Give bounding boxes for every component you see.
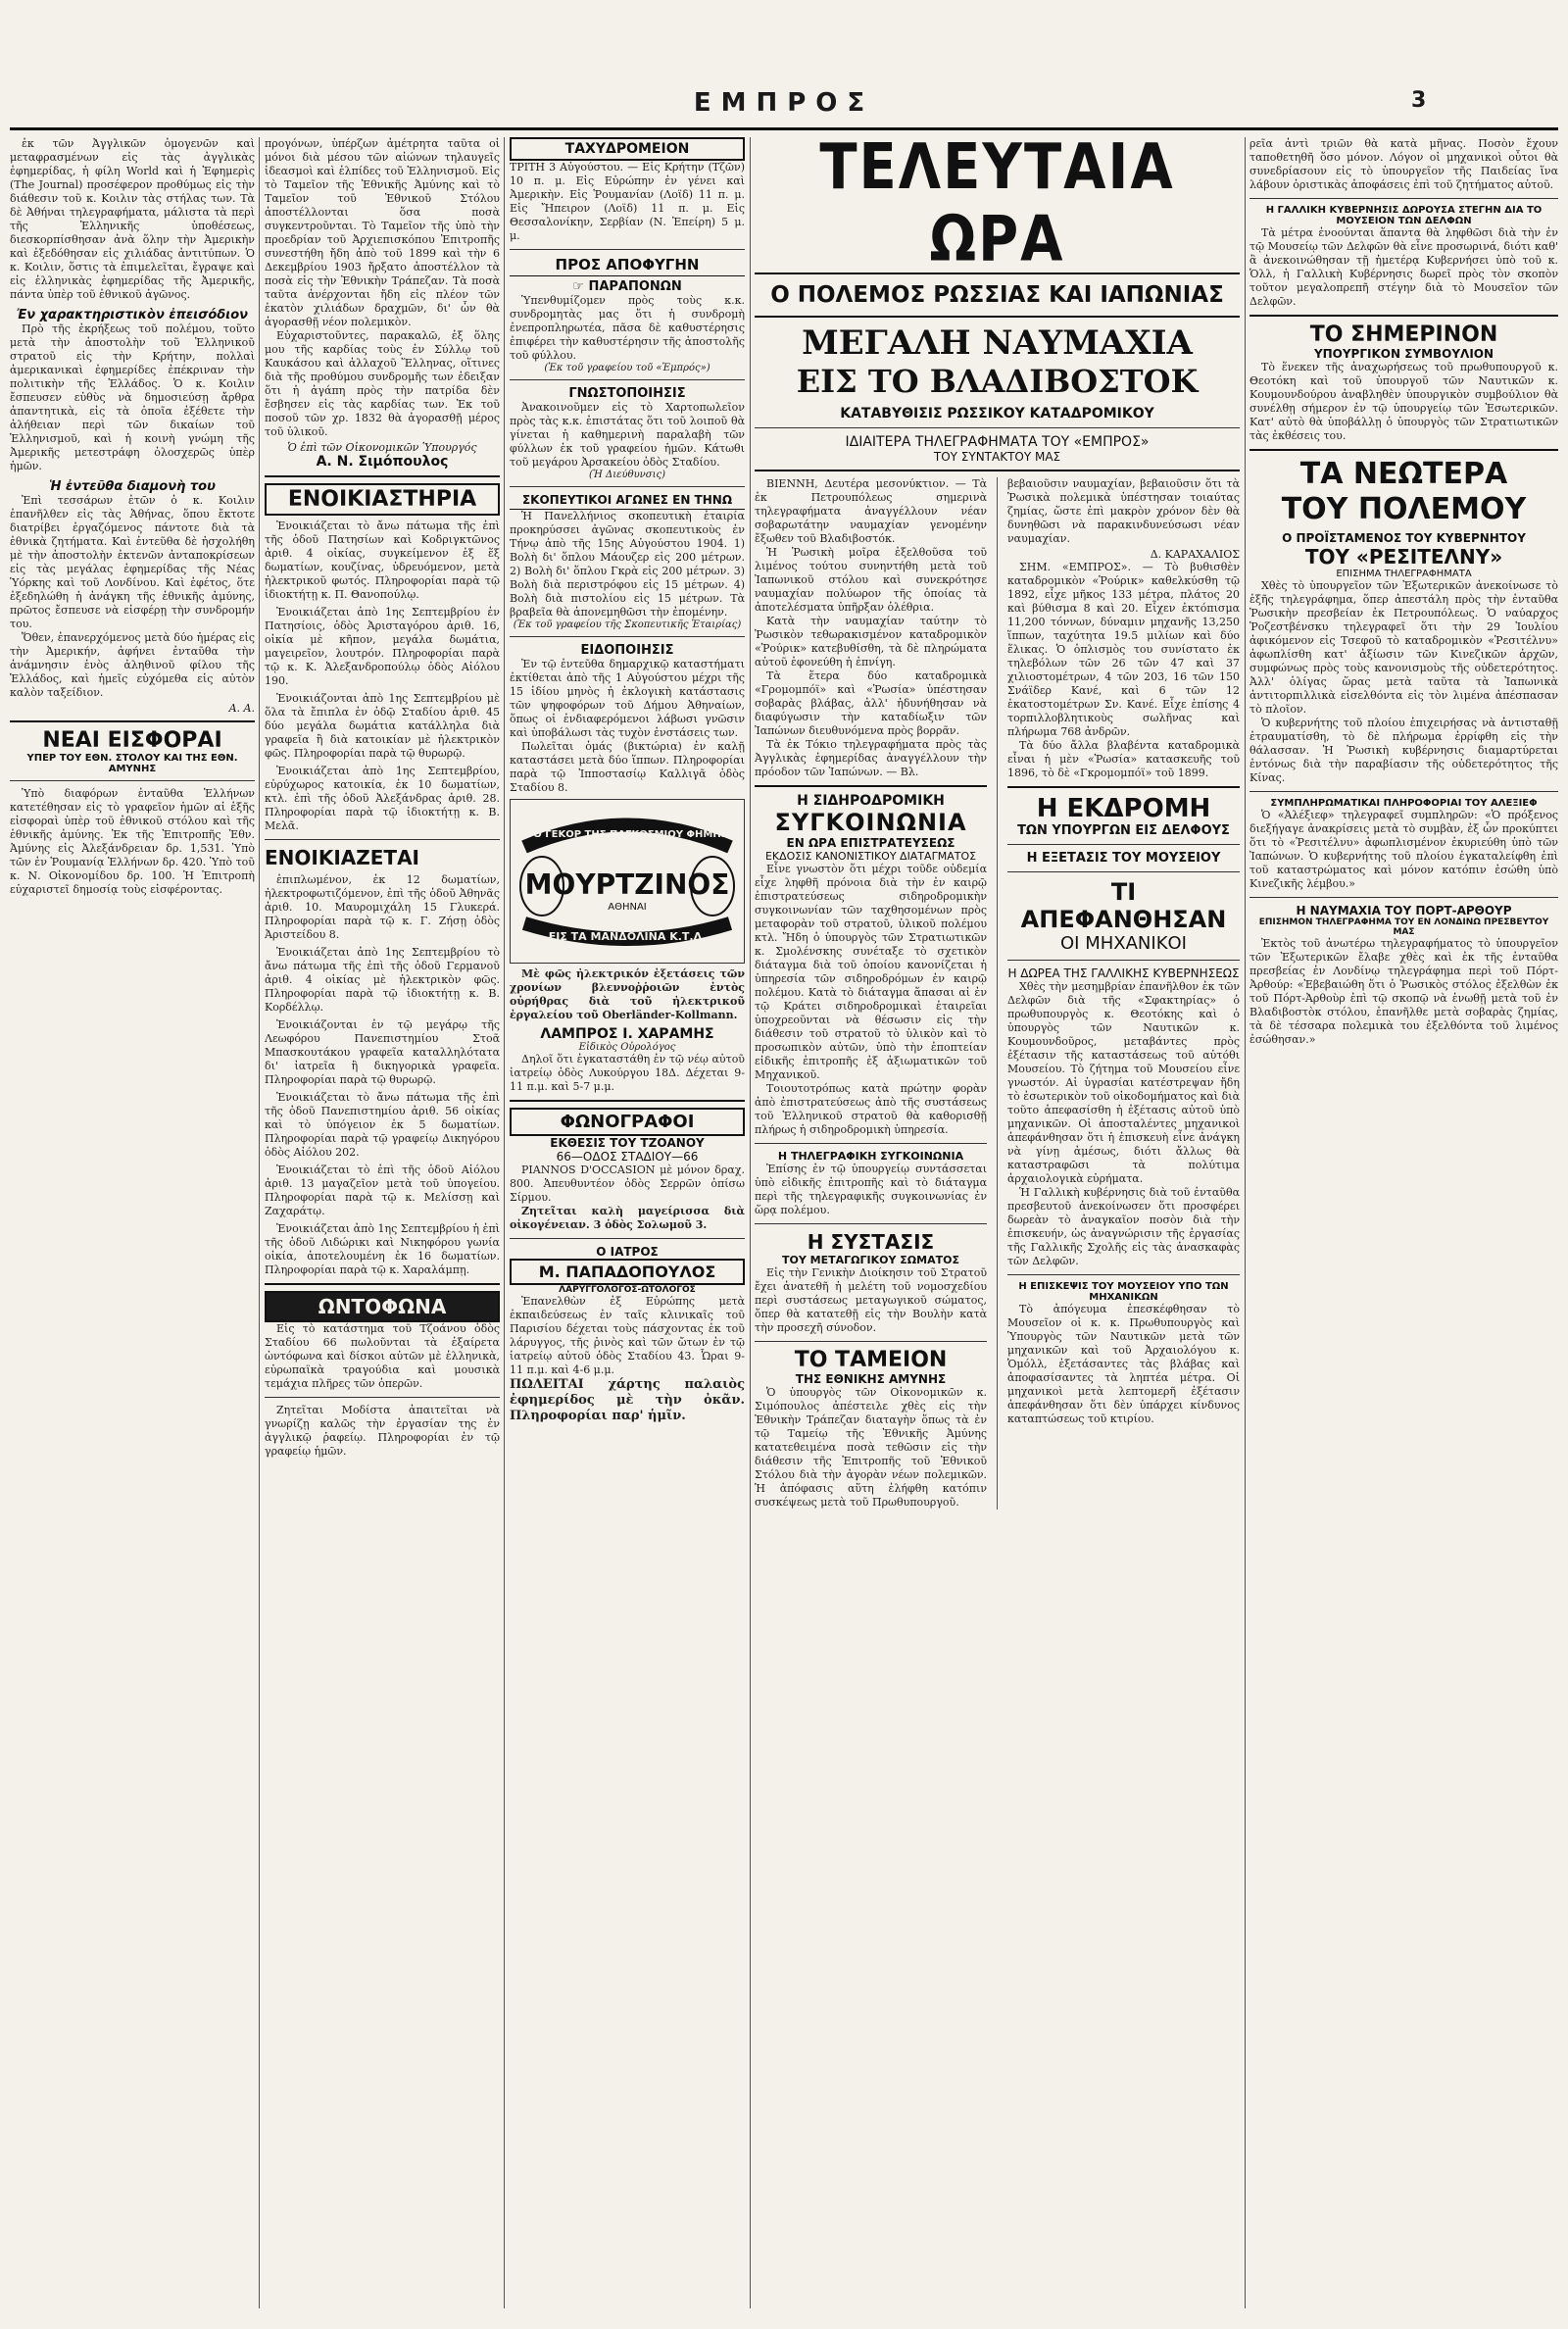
doctor-name: Μ. ΠΑΠΑΔΟΠΟΥΛΟΣ [510, 1259, 745, 1285]
article-text: Ἡ Γαλλικὴ κυβέρνησις διὰ τοῦ ἐνταῦθα πρεσβευτοῦ ἀνεκοίνωσεν ὅτι προσφέρει δωρεὰν τὸ ἀναγκαῖον ποσὸν διὰ τὴν ἐπισκευήν, ὡς ἀναγνώρισιν τῆς ἐργασίας τῆς Γαλλικῆς Σχολῆς εἰς τὰς ἀνασκαφὰς τῶν Δελφῶν. [1007, 1186, 1240, 1267]
classified-ad: Ἐνοικιάζεται τὸ ἄνω πάτωμα τῆς ἐπὶ τῆς ὁδοῦ Πανεπιστημίου ἀριθ. 56 οἰκίας καὶ τὸ ὑπόγειον ἐκ 5 δωματίων. Πληροφορίαι παρὰ τῷ γραφείῳ Δικηγόρου ὁδὸς Αἰόλου 202. [265, 1091, 500, 1159]
lead-headline-4: ΚΑΤΑΒΥΘΙΣΙΣ ΡΩΣΣΙΚΟΥ ΚΑΤΑΔΡΟΜΙΚΟΥ [840, 406, 1154, 421]
section-heading: ΣΥΓΚΟΙΝΩΝΙΑ [774, 809, 967, 836]
divider [1007, 1274, 1240, 1275]
article-signature: Α. Α. [228, 702, 255, 715]
divider [10, 780, 255, 781]
article-text: Κατὰ τὴν ναυμαχίαν ταύτην τὸ Ῥωσικὸν τεθωρακισμένον καταδρομικὸν «Ῥούρικ» κατεβυθίσθη, τὰ δὲ πληρώματα αὐτοῦ ἐφονεύθη ἡ ἐπνίγη. [755, 615, 988, 669]
section-heading: ΣΚΟΠΕΥΤΙΚΟΙ ΑΓΩΝΕΣ ΕΝ ΤΗΝΩ [510, 493, 745, 510]
lead-subtitle: Ο ΠΟΛΕΜΟΣ ΡΩΣΣΙΑΣ ΚΑΙ ΙΑΠΩΝΙΑΣ [770, 282, 1224, 308]
article-text: Εἰς τὴν Γενικὴν Διοίκησιν τοῦ Στρατοῦ ἔχει ἀνατεθῆ ἡ μελέτη τοῦ νομοσχεδίου περὶ συστάσεως μεταγωγικοῦ σώματος, ὅπερ θὰ κατατεθῇ εἰς τὴν Βουλὴν κατὰ τὴν προσεχῆ σύνοδον. [755, 1266, 988, 1334]
article-text: Ἐκτὸς τοῦ ἀνωτέρω τηλεγραφήματος τὸ ὑπουργεῖον τῶν Ἐξωτερικῶν ἔλαβε χθὲς καὶ ἐκ τῆς ἐνταῦθα πρεσβείας ἐν Λονδίνῳ τηλεγράφημα περὶ τοῦ Πόρτ-Ἀρθούρ: «Ἐβεβαιώθη ὅτι ὁ Ῥωσικὸς στόλος ἐξελθὼν ἐκ τοῦ Πόρτ-Ἀρθοὺρ ἐπὶ τῷ σκοπῷ νὰ ἑνωθῇ μετὰ τοῦ ἐν Βλαδιβοστὸκ στόλου, ἐπανῆλθε μετὰ σοβαρὰς ζημίας, τὰ δὲ τέσσαρα πολεμικὰ του ἐξελθόντα τοῦ λιμένος ἐσώθησαν.» [1250, 937, 1558, 1046]
column-divider [1245, 137, 1246, 2308]
pointing-hand-icon: ☞ [572, 279, 584, 294]
article-text: Μὲ φῶς ἠλεκτρικόν ἐξετάσεις τῶν χρονίων βλεννοῤῥοιῶν ἐντὸς οὐρήθρας διὰ τοῦ ἠλεκτρικοῦ ἐργαλείου τοῦ Oberländer-Kollmann. [510, 967, 745, 1021]
section-heading: ΠΡΟΣ ΑΠΟΦΥΓΗΝ [510, 256, 745, 276]
divider [1007, 786, 1240, 788]
classified-ad: Ἐνοικιάζεται ἀπὸ 1ης Σεπτεμβρίου τὸ ἄνω πάτωμα τῆς ἐπὶ τῆς ὁδοῦ Γερμανοῦ ἀριθ. 4 οἰκίας μὲ ἠλεκτρικὸν φῶς. Πληροφορίαι παρὰ τῷ ἰδιοκτήτῃ κ. Β. Κορδέλλῳ. [265, 946, 500, 1014]
section-subheading: Η ΔΩΡΕΑ ΤΗΣ ΓΑΛΛΙΚΗΣ ΚΥΒΕΡΝΗΣΕΩΣ [1007, 966, 1240, 980]
section-subheading: ΕΚΘΕΣΙΣ ΤΟΥ ΤΖΟΑΝΟΥ [550, 1136, 705, 1150]
section-subheading: ΤΟΥ «ΡΕΣΙΤΕΛΝΥ» [1304, 545, 1503, 569]
column-divider [504, 137, 505, 2308]
divider [10, 720, 255, 722]
article-text: Ἐπὶ τεσσάρων ἐτῶν ὁ κ. Κοιλιν ἐπανῆλθεν εἰς τὰς Ἀθήνας, ὅπου ἔκτοτε διατρίβει ἐργαζόμενος πάντοτε διὰ τὰ ἐθνικὰ ζητήματα. Καὶ ἐντεῦθα δὲ ἠσχολήθη μὲ τὴν ἀποστολὴν ἐκτενῶν ἀνταποκρίσεων εἰς τὰς μεγάλας ἐφημερίδας τῆς Νέας Ὑόρκης καὶ τοῦ Λονδίνου. Καὶ ἐφέτος, ὅτε ἐξεδηλώθη ἡ ἀνάγκη τῆς ἐθνικῆς ἀμύνης, πρῶτος ἔσπευσε νὰ εἰσφέρῃ τὴν συνδρομήν του. [10, 494, 255, 630]
masthead [0, 84, 1568, 124]
article-text: Ἐπίσης ἐν τῷ ὑπουργείῳ συντάσσεται ὑπὸ εἰδικῆς ἐπιτροπῆς καὶ τὸ διάταγμα περὶ τῆς τηλεγραφικῆς συγκοινωνίας ἐν ὥρᾳ πολέμου. [755, 1163, 988, 1216]
article-note: (Ἐκ τοῦ γραφείου τοῦ «Ἐμπρός») [544, 363, 710, 373]
signature-title: Ὁ ἐπὶ τῶν Οἰκονομικῶν Ὑπουργός [287, 441, 477, 454]
column-divider [997, 477, 998, 1510]
article-text: Τοιουτοτρόπως κατὰ πρώτην φορὰν ἀπὸ ἐπιστρατεύσεως ἀπὸ τῆς συστάσεως τοῦ Ἑλληνικοῦ στρατοῦ θὰ καθορισθῇ πλήρως ἡ σιδηροδρομικὴ ὑπηρεσία. [755, 1082, 988, 1136]
lead-source: ΙΔΙΑΙΤΕΡΑ ΤΗΛΕΓΡΑΦΗΜΑΤΑ ΤΟΥ «ΕΜΠΡΟΣ» [845, 434, 1150, 450]
section-heading: ΕΝΟΙΚΙΑΣΤΗΡΙΑ [265, 483, 500, 516]
mandolin-advertisement [510, 799, 745, 964]
section-heading: Ἡ ἐντεῦθα διαμονὴ του [49, 479, 216, 494]
column-2 [265, 137, 500, 2308]
divider [1250, 198, 1558, 199]
section-heading: Η ΣΥΣΤΑΣΙΣ [807, 1230, 935, 1254]
classified-ad: Ἐνοικιάζονται ἀπὸ 1ης Σεπτεμβρίου μὲ ὅλα τὰ ἔπιπλα ἐν ὁδῷ Σταδίου ἀριθ. 45 δύο μεγάλα δωμάτια κατάλληλα διὰ γραφεῖα ἢ διὰ κατοικίαν μὲ ἠλεκτρικὸν φῶς. Πληροφορίαι παρὰ τῷ θυρωρῷ. [265, 692, 500, 760]
article-text: Τὰ μέτρα ἐνοούνται ἅπαντα θὰ ληφθῶσι διὰ τὴν ἐν τῷ Μουσείῳ τῶν Δελφῶν θὰ εἶνε προσωρινά, διότι καθ' ἃ ἀνεκοινώθησαν τῇ ἡμετέρᾳ Κυβερνήσει ὑπὸ τοῦ κ. Ὁλλ, ἡ Γαλλικὴ Κυβέρνησις δωρεῖ πρὸς τὸν σκοπὸν τοῦτον μεγαλοπρεπῆ στέγην διὰ τὸ Μουσεῖον τῶν Δελφῶν. [1250, 226, 1558, 308]
divider [510, 379, 745, 380]
lead-story [755, 477, 1240, 1510]
lead-story-left [755, 477, 987, 1510]
article-text: Πρὸ τῆς ἐκρήξεως τοῦ πολέμου, τοῦτο μετὰ τὴν ἀποστολὴν τοῦ Ἑλληνικοῦ στρατοῦ εἰς τὴν Κρήτην, πολλαὶ ἀμερικανικαὶ ἐφημερίδες ἐπέκριναν τὴν πολιτικὴν τῆς Ἑλλάδος. Ὁ κ. Κοιλιν ἔσπευσεν εὐθὺς νὰ δημοσιεύσῃ ἄρθρα ἀπαντητικὰ, εἰς τὰ ὁποῖα ἐξέθετε τὴν ἀλήθειαν περὶ τῶν δικαίων τοῦ Ἑλληνισμοῦ, καὶ ἡ κοινὴ γνώμη τῆς Ἀμερικῆς μετεστράφη ὁλοσχερῶς ὑπὲρ ἡμῶν. [10, 322, 255, 472]
lead-headline: ΤΕΛΕΥΤΑΙΑ ΩΡΑ [819, 137, 1175, 276]
article-text: Ἡ Ῥωσικὴ μοῖρα ἐξελθοῦσα τοῦ λιμένος τούτου συνηντήθη μετὰ τοῦ Ἰαπωνικοῦ στόλου καὶ συνεκρότησε ναυμαχίαν πολύωρον τῆς ὁποίας τὰ ἀποτελέσματα ὑπῆρξαν ὀλέθρια. [755, 546, 988, 614]
article-text: Τὸ ἕνεκεν τῆς ἀναχωρήσεως τοῦ πρωθυπουργοῦ κ. Θεοτόκη καὶ τοῦ ὑπουργοῦ τῶν Ναυτικῶν κ. Κουμουνδούρου ἀναβληθὲν ὑπουργικὸν συμβούλιον θὰ συνέλθῃ σήμερον ἐν τῷ ὑπουργείῳ τῶν Ἐσωτερικῶν. Κατ' αὐτὸ θὰ ὑποβάλλῃ ὁ ὑπουργὸς τῶν Στρατιωτικῶν τὰς ἐκθέσεις του. [1250, 361, 1558, 442]
section-subheading: ΥΠΟΥΡΓΙΚΟΝ ΣΥΜΒΟΥΛΙΟΝ [1313, 347, 1494, 361]
section-heading: ΤΑ ΝΕΩΤΕΡΑ [1299, 457, 1508, 491]
section-subheading: Ο ΠΡΟΪΣΤΑΜΕΝΟΣ ΤΟΥ ΚΥΒΕΡΝΗΤΟΥ [1282, 531, 1526, 545]
section-subheading: ΤΩΝ ΥΠΟΥΡΓΩΝ ΕΙΣ ΔΕΛΦΟΥΣ [1017, 823, 1230, 838]
article-note: (Ἐκ τοῦ γραφείου τῆς Σκοπευτικῆς Ἑταιρίας) [513, 619, 742, 630]
divider [1250, 791, 1558, 792]
article-text: Ἐπανελθὼν ἐξ Εὐρώπης μετὰ ἐκπαιδεύσεως ἐν ταῖς κλινικαῖς τοῦ Παρισίου δέχεται τοὺς πάσχοντας ἐκ τοῦ λάρυγγος, τῆς ῥινὸς καὶ τῶν ὤτων ἐν τῷ ἰατρείῳ αὐτοῦ ὁδὸς Σταδίου 43. Ὧραι 9-11 π.μ. καὶ 4-6 μ.μ. [510, 1295, 745, 1376]
section-heading: Η ΣΙΔΗΡΟΔΡΟΜΙΚΗ [797, 793, 945, 809]
classified-list [265, 520, 500, 833]
lead-source-sub: ΤΟΥ ΣΥΝΤΑΚΤΟΥ ΜΑΣ [933, 450, 1061, 464]
section-subheading: ΤΗΣ ΕΘΝΙΚΗΣ ΑΜΥΝΗΣ [795, 1372, 947, 1386]
mandolin-banner-graphic [514, 808, 740, 955]
section-heading: ΩΝΤΟΦΩΝΑ [265, 1291, 500, 1322]
column-divider [259, 137, 260, 2308]
column-divider [750, 137, 751, 2308]
divider [510, 636, 745, 637]
article-text: ΒΙΕΝΝΗ, Δευτέρα μεσονύκτιον. — Τὰ ἐκ Πετρουπόλεως σημερινὰ τηλεγραφήματα ἀναγγέλλουν νέαν σοβαρωτάτην ναυμαχίαν γενομένην ἔξωθεν τοῦ Βλαδιβοστόκ. [755, 477, 988, 545]
divider [510, 486, 745, 487]
article-text: βεβαιοῦσιν ναυμαχίαν, βεβαιοῦσιν ὅτι τὰ Ῥωσικὰ πολεμικὰ ὑπέστησαν τοιαύτας ζημίας, ὥστε ἐπὶ μακρὸν χρόνον δὲν θὰ δυνηθῶσι νὰ παρακινδυνεύσωσι νέαν ναυμαχίαν. [1007, 477, 1240, 545]
article-text: ΤΡΙΤΗ 3 Αὐγούστου. — Εἰς Κρήτην (Τζῶν) 10 π. μ. Εἰς Εὐρώπην ἐν γένει καὶ Ἀμερικὴν. Εἰς Ῥουμανίαν (Λοϊδ) 11 π. μ. Εἰς Ἤπειρον (Λοϊδ) 11 π. μ. Εἰς Θεσσαλονίκην, Σερβίαν (Ν. Ἐπείρη) 5 μ. μ. [510, 161, 745, 242]
classified-ad: ἐπιπλωμένον, ἐκ 12 δωματίων, ἠλεκτροφωτιζόμενον, ἐπὶ τῆς ὁδοῦ Ἀθηνᾶς ἀριθ. 10. Μαυρομιχάλη 15 Γλυκερά. Πληροφορίαι παρὰ τῷ κ. Γ. Ζήσῃ ὁδὸς Ἀριστείδου 8. [265, 873, 500, 941]
article-text: ρεῖα ἀντὶ τριῶν θὰ κατὰ μῆνας. Ποσὸν ἔχουν ταποθετηθῆ ὅσο μόνον. Λόγον οἱ μηχανικοὶ οὗτοι θὰ συνεδρίασουν εἰς τὸ ὑπουργεῖον τῆς Παιδείας ἵνα λάβουν ὁριστικὰς ἀποφάσεις ἐπὶ τοῦ ζητήματος αὐτοῦ. [1250, 137, 1558, 191]
section-heading: ΤΟ ΣΗΜΕΡΙΝΟΝ [1309, 322, 1498, 347]
divider [265, 839, 500, 840]
column-3 [510, 137, 745, 2308]
classified-ad: Ἐνοικιάζονται ἐν τῷ μεγάρῳ τῆς Λεωφόρου Πανεπιστημίου Στοᾶ Μπασκουτάκου γραφεῖα καταλληλότατα δι' ἰατρεῖα ἢ δικηγορικὰ γραφεῖα. Πληροφορίαι παρὰ τῷ θυρωρῷ. [265, 1018, 500, 1086]
divider [265, 475, 500, 477]
article-text: Ὅθεν, ἐπανερχόμενος μετὰ δύο ἡμέρας εἰς τὴν Ἀμερικήν, ἀφήνει ἐνταῦθα τὴν ἀνάμνησιν ἑνὸς ἀληθινοῦ φίλου τῆς Ἑλλάδος, καὶ ἡμεῖς εὐχόμεθα εἰς αὐτὸν καλὸν ταξείδιον. [10, 631, 255, 699]
article-text: Δηλοῖ ὅτι ἐγκαταστάθη ἐν τῷ νέῳ αὐτοῦ ἰατρείῳ ὁδὸς Λυκούργου 18Δ. Δέχεται 9-11 π.μ. καὶ 5-7 μ.μ. [510, 1053, 745, 1093]
article-text: Ἡ Πανελλήνιος σκοπευτικὴ ἑταιρία προκηρύσσει ἀγῶνας σκοπευτικοὺς ἐν Τήνῳ ἀπὸ τῆς 15ης Αὐγούστου 1904. 1) Βολὴ δι' ὅπλου Μάουζερ εἰς 200 μέτρων. 2) Βολὴ δι' ὅπλου Γκρὰ εἰς 200 μέτρων. 3) Βολὴ διὰ περιστρόφου εἰς 15 μέτρων. 4) Βολὴ διὰ πιστολίου εἰς 15 μέτρων. Τὰ βραβεῖα θὰ ἀπονεμηθῶσι τὴν ἐπομένην. [510, 510, 745, 619]
article-text: Χθὲς τὴν μεσημβρίαν ἐπανῆλθον ἐκ τῶν Δελφῶν διὰ τῆς «Σφακτηρίας» ὁ πρωθυπουργὸς κ. Θεοτόκης καὶ ὁ ὑπουργὸς τῶν Ναυτικῶν κ. Κουμουνδοῦρος, μεταβάντες πρὸς ἐξέτασιν τῆς καταστάσεως τοῦ αὐτόθι Μουσείου. Τὸ ζήτημα τοῦ Μουσείου εἶνε γνωστόν. Αἱ ὑγρασίαι κατέστρεψαν ἤδη τὸ ἐσωτερικὸν τοῦ οἰκοδομήματος καὶ διὰ τοῦτο ἀπεφασίσθη ἡ ἐξέτασις αὐτοῦ ὑπὸ μηχανικῶν. Οἱ ἀποσταλέντες μηχανικοὶ ἀπεφάνθησαν ὅτι ἡ ἐπισκευὴ εἶνε ἀνάγκη νὰ γίνῃ ἀμέσως, διότι ἄλλως θὰ καταστραφῶσι τὰ πολύτιμα ἀρχαιολογικὰ εὑρήματα. [1007, 980, 1240, 1185]
divider [510, 1100, 745, 1102]
divider [755, 316, 1240, 318]
divider [265, 1397, 500, 1398]
section-heading: ΟΙ ΜΗΧΑΝΙΚΟΙ [1060, 933, 1187, 954]
classified-ad: Ἐνοικιάζεται τὸ ἄνω πάτωμα τῆς ἐπὶ τῆς ὁδοῦ Πατησίων καὶ Κοδριγκτῶνος ἀριθ. 4 οἰκίας, συγκείμενον ἐξ ἕξ δωματίων, κουζίνας, ὑδρευόμενον, μετὰ ἠλεκτρικοῦ φωτός. Πληροφορίαι παρὰ τῷ ἰδιοκτήτῃ κ. Π. Θανοπούλῳ. [265, 520, 500, 601]
section-subheading: ΥΠΕΡ ΤΟΥ ΕΘΝ. ΣΤΟΛΟΥ ΚΑΙ ΤΗΣ ΕΘΝ. ΑΜΥΝΗΣ [26, 753, 238, 774]
signature-name: Α. Ν. Σιμόπουλος [316, 454, 449, 470]
section-heading: ΦΩΝΟΓΡΑΦΟΙ [510, 1108, 745, 1136]
article-text: Τὸ ἀπόγευμα ἐπεσκέφθησαν τὸ Μουσεῖον οἱ κ. κ. Πρωθυπουργὸς καὶ Ὑπουργὸς τῶν Ναυτικῶν μετὰ τῶν μηχανικῶν καὶ τοῦ Ἀρχαιολόγου κ. Ὁμόλλ, ἐξετάσαντες τὰς βλάβας καὶ ἀποφασίσαντες τὰ ληπτέα μέτρα. Οἱ μηχανικοὶ μετὰ λεπτομερῆ ἐξέτασιν ἀπεφάνθησαν ὅτι δὲν ὑπάρχει κίνδυνος καταπτώσεως τοῦ κτιρίου. [1007, 1303, 1240, 1425]
article-text: Ὑπὸ διαφόρων ἐνταῦθα Ἑλλήνων κατετέθησαν εἰς τὸ γραφεῖον ἡμῶν αἱ ἑξῆς εἰσφοραὶ ὑπὲρ τοῦ ἐθνικοῦ στόλου καὶ τῆς ἐθνικῆς ἀμύνης. Ἐκ τῆς Ἐπιτροπῆς Ἐθν. Ἀμύνης εἰς Ἀλεξάνδρειαν δρ. 1,531. Ὑπὸ τῶν ἐν Ῥουμανίᾳ Ἑλλήνων δρ. 420. Ὑπὸ τοῦ κ. Ν. Οἰκονομίδου δρ. 100. Ἡ Ἐπιτροπὴ εὐχαριστεῖ δημοσίᾳ τοὺς εἰσφέροντας. [10, 787, 255, 896]
section-heading: Η ΝΑΥΜΑΧΙΑ ΤΟΥ ΠΟΡΤ-ΑΡΘΟΥΡ [1296, 904, 1512, 917]
section-heading: ΕΙΔΟΠΟΙΗΣΙΣ [580, 643, 674, 658]
ad-brand-name: ΜΟΥΡΤΖΙΝΟΣ [524, 868, 730, 901]
doctor-title: Ο ΙΑΤΡΟΣ [596, 1245, 659, 1259]
section-heading: Η ΕΚΔΡΟΜΗ [1036, 794, 1211, 823]
section-heading: ΤΟΥ ΠΟΛΕΜΟΥ [1281, 492, 1527, 526]
classified-ad: Ἐνοικιάζεται ἀπὸ 1ης Σεπτεμβρίου ἐν Πατησίοις, ὁδὸς Ἀρισταγόρου ἀριθ. 16, οἰκία μὲ κῆπον, μεγάλα δωμάτια, μαγειρεῖον, λουτρόν. Πληροφορίαι παρὰ τῷ κ. Κ. Ἀλεξανδροπούλῳ ὁδὸς Αἰόλου 190. [265, 606, 500, 687]
section-heading: ΝΕΑΙ ΕΙΣΦΟΡΑΙ [42, 728, 222, 753]
masthead-title: ΕΜΠΡΟΣ [693, 88, 875, 118]
article-text: ἐκ τῶν Ἀγγλικῶν ὁμογενῶν καὶ μεταφρασμένων εἰς τὰς ἀγγλικὰς ἐφημερίδας, ἡ φίλη World καὶ ἡ Ἐφημερὶς (The Journal) προσέφερον προθύμως εἰς τὴν διάθεσιν τοῦ κ. Κοιλιν τὰς στήλας των. Τὰ δὲ Ἀθήναι τηλεγραφήματα, μάλιστα τὰ περὶ τῆς Ἑλληνικῆς ὑποθέσεως, διεσκορπίσθησαν ἀνὰ ὅλην τὴν Ἀμερικὴν καὶ ἐξεδόθησαν εἰς χιλιάδας ἀντιτύπων. Ὁ κ. Κοιλιν, ὅστις τὰ ἐπιμελεῖται, ἔγραψε καὶ εἰς ἑλληνικὰς ἐφημερίδας τῆς Ἀμερικῆς, πάντα ὑπὲρ τοῦ ἐθνικοῦ ἀγῶνος. [10, 137, 255, 301]
column-5 [1250, 137, 1558, 2308]
column-4 [755, 137, 1240, 2308]
section-heading: ΤΟ ΤΑΜΕΙΟΝ [794, 1348, 948, 1372]
divider [1007, 871, 1240, 872]
divider [755, 1341, 987, 1342]
section-subheading: Η ΕΞΕΤΑΣΙΣ ΤΟΥ ΜΟΥΣΕΙΟΥ [1026, 851, 1221, 866]
ad-banner-bottom: ΕΙΣ ΤΑ ΜΑΝΔΟΛΙΝΑ Κ.Τ.Λ. [548, 930, 707, 943]
divider [265, 1283, 500, 1285]
lead-story-right [1007, 477, 1240, 1510]
article-text: Ἐν τῷ ἐντεῦθα δημαρχικῷ καταστήματι ἐκτίθεται ἀπὸ τῆς 1 Αὐγούστου μέχρι τῆς 15 ἰδίου μηνὸς ἡ ἐκλογικὴ κατάστασις τῶν ψηφοφόρων τοῦ Δήμου Ἀθηναίων, ὅπως οἱ ἐνδιαφερόμενοι λάβωσι γνῶσιν καὶ ὑποβάλωσι τὰς τυχὸν ἐνστάσεις των. [510, 658, 745, 739]
lead-headline-2: ΜΕΓΑΛΗ ΝΑΥΜΑΧΙΑ [802, 323, 1193, 363]
divider [1250, 449, 1558, 451]
ad-city: ΑΘΗΝΑΙ [608, 902, 647, 913]
divider [755, 427, 1240, 428]
section-heading: ΤΑΧΥΔΡΟΜΕΙΟΝ [510, 137, 745, 161]
divider [755, 785, 987, 787]
lead-headline-3: ΕΙΣ ΤΟ ΒΛΑΔΙΒΟΣΤΟΚ [796, 363, 1199, 400]
masthead-rule [10, 127, 1558, 130]
section-subheading: ΕΠΙΣΗΜΟΝ ΤΗΛΕΓΡΑΦΗΜΑ ΤΟΥ ΕΝ ΛΟΝΔΙΝΩ ΠΡΕΣΒΕΥΤΟΥ ΜΑΣ [1258, 917, 1549, 937]
classified-ad: Ἐνοικιάζεται ἀπὸ 1ης Σεπτεμβρίου ἡ ἐπὶ τῆς ὁδοῦ Λιδώρικι καὶ Νικηφόρου γωνία οἰκία, ἀποτελουμένη ἐκ 16 δωματίων. Πληροφορίαι παρὰ τῷ κ. Χαραλάμπῃ. [265, 1222, 500, 1276]
doctor-specialty: ΛΑΡΥΓΓΟΛΟΓΟΣ-ΩΤΟΛΟΓΟΣ [559, 1285, 696, 1295]
section-heading: Ἐν χαρακτηριστικὸν ἐπεισόδιον [16, 308, 249, 322]
section-heading: Η ΓΑΛΛΙΚΗ ΚΥΒΕΡΝΗΣΙΣ ΔΩΡΟΥΣΑ ΣΤΕΓΗΝ ΔΙΑ ΤΟ ΜΟΥΣΕΙΟΝ ΤΩΝ ΔΕΛΦΩΝ [1265, 205, 1543, 226]
article-text: PIANNOS D'OCCASION μὲ μόνον δραχ. 800. Ἀπευθυντέον ὁδὸς Σερρῶν ὀπίσω Σίρμου. [510, 1164, 745, 1204]
article-text: Ζητεῖται καλὴ μαγείρισσα διὰ οἰκογένειαν. 3 ὁδὸς Σολωμοῦ 3. [510, 1205, 745, 1231]
classified-list [265, 873, 500, 1277]
section-heading: ΓΝΩΣΤΟΠΟΙΗΣΙΣ [568, 386, 686, 401]
article-text: Τὰ ἐκ Τόκιο τηλεγραφήματα πρὸς τὰς Ἀγγλικὰς ἐφημερίδας ἀναγγέλλουν τὴν πρόοδον τῶν Ἰαπώνων. — Βλ. [755, 738, 988, 778]
classified-ad: Ἐνοικιάζεται ἀπὸ 1ης Σεπτεμβρίου, εὐρύχωρος κατοικία, ἐκ 10 δωματίων, κτλ. ἐπὶ τῆς ὁδοῦ Ἀλεξάνδρας ἀριθ. 28. Πληροφορίαι παρὰ τῷ ἰδιοκτήτῃ κ. Β. Μελᾶ. [265, 765, 500, 832]
article-text: Ὁ «Ἀλέξιεφ» τηλεγραφεῖ συμπληρῶν: «Ὁ πρόξενος διεξήγαγε ἀνακρίσεις μετὰ τὸ συμβὰν, ἐξ ὧν προκύπτει ὅτι τὸ «Ῥεσιτέλνυ» ἀφωπλισμένον ἐκυριεύθη ὑπὸ τῶν Ἰαπώνων. Ὁ κυβερνήτης τοῦ πλοίου ἐγκαταλείφθη ἐπὶ τοῦ καταστρώματος καὶ μόνον κατόπιν ἐσώθη ὑπὸ Κινεζικῆς λέμβου.» [1250, 809, 1558, 890]
section-subheading: ΕΝ ΩΡΑ ΕΠΙΣΤΡΑΤΕΥΣΕΩΣ [786, 836, 956, 850]
section-subheading: ΕΚΔΟΣΙΣ ΚΑΝΟΝΙΣΤΙΚΟΥ ΔΙΑΤΑΓΜΑΤΟΣ [764, 850, 977, 863]
article-text: Τὰ δύο ἄλλα βλαβέντα καταδρομικὰ εἶναι ἡ μὲν «Ῥωσία» κατασκευῆς τοῦ 1896, τὸ δὲ «Γκρομομπόϊ» τοῦ 1899. [1007, 739, 1240, 779]
article-text: Ὑπενθυμίζομεν πρὸς τοὺς κ.κ. συνδρομητὰς μας ὅτι ἡ συνδρομὴ ἐνεπροπληρωτέα, πᾶσα δὲ καθυστέρησις ἐπιφέρει τὴν καθυστέρησιν τῆς ἀποστολῆς τοῦ φύλλου. [510, 294, 745, 362]
ad-banner-top: ΤΟ ΓΕΚΟΡ ΤΗΣ ΠΑΓΚΟΣΜΙΟΥ ΦΗΜΗΣ [526, 829, 728, 840]
article-text: Ἀνακοινοῦμεν εἰς τὸ Χαρτοπωλεῖον πρὸς τὰς κ.κ. ἐπιστάτας ὅτι τοῦ λοιποῦ θὰ γίνεται ἡ καθημερινὴ παραλαβὴ τῶν φύλλων ἐκ τοῦ γραφείου ἡμῶν. Κάτωθι τοῦ μεγάρου Ἀρσακείου ὁδὸς Σταδίου. [510, 401, 745, 469]
section-subheading [510, 279, 745, 294]
section-subheading: ΤΟΥ ΜΕΤΑΓΩΓΙΚΟΥ ΣΩΜΑΤΟΣ [782, 1254, 959, 1266]
divider [1007, 844, 1240, 845]
article-text: Πωλεῖται ὁμάς (βικτώρια) ἐν καλῇ καταστάσει μετὰ δύο ἵππων. Πληροφορίαι παρὰ τῷ Ἰπποστασίῳ Καλλιγᾶ ὁδὸς Σταδίου 8. [510, 740, 745, 794]
doctor-name: ΛΑΜΠΡΟΣ Ι. ΧΑΡΑΜΗΣ [540, 1026, 714, 1042]
article-text: ΣΗΜ. «ΕΜΠΡΟΣ». — Τὸ βυθισθὲν καταδρομικὸν «Ῥούρικ» καθελκύσθη τῷ 1892, εἶχε μῆκος 133 μέτρα, πλάτος 20 καὶ βύθισμα 8 καὶ 20. Εἶχεν ἐκτόπισμα 11,200 τόννων, δύναμιν μηχανῆς 13,250 ἵππων, ταχύτητα 19.5 μιλίων καὶ δύο ἕλικας. Ὁ ὁπλισμὸς του συνίστατο ἐκ τηλεβόλων τῶν 26 τῶν 47 καὶ 37 χιλιοστομέτρων, 4 τῶν 203, 16 τῶν 150 Σνάϊδερ Κανέ, καὶ 6 τῶν 12 ἑκατοστομέτρων Σν. Κανέ. Εἶχε ἐπίσης 4 τορπιλλοβλητικοὺς σωλῆνας καὶ πλήρωμα 768 ἀνδρῶν. [1007, 561, 1240, 738]
divider [1007, 960, 1240, 961]
divider [1250, 897, 1558, 898]
article-text: Εἶνε γνωστὸν ὅτι μέχρι τοῦδε οὐδεμία εἶχε ληφθῆ πρόνοια διὰ τὴν ἐν καιρῷ ἐπιστρατεύσεως σιδηροδρομικὴν συγκοινωνίαν τῶν ταχθησομένων πρὸς μεταφορὰν τοῦ στρατοῦ, ὑλικοῦ πολέμου κτλ. Ἤδη ὁ ὑπουργὸς τῶν Στρατιωτικῶν κ. Σμολένσκης συνέταξε τὸ σχετικὸν διάταγμα διὰ τοῦ ὁποίου κανονίζεται ἡ ὑπηρεσία τῶν σιδηροδρόμων ἐν καιρῷ πολέμου. Κατὰ τὸ διάταγμα ἅπασαι αἱ ἐν τῷ Κράτει σιδηροδρομικαὶ ἑταιρεῖαι ὑποχρεοῦνται νὰ θέσωσιν εἰς τὴν διάθεσιν τοῦ στρατοῦ τὸ ὑλικὸν καὶ τὸ προσωπικὸν αὐτῶν, ὑπὸ τὴν ἐποπτείαν εἰδικῆς ἐπιτροπῆς ἐξ ἀξιωματικῶν τοῦ Μηχανικοῦ. [755, 863, 988, 1081]
divider [1250, 315, 1558, 317]
divider [755, 1143, 987, 1144]
doctor-title: Εἰδικὸς Οὐρολόγος [578, 1042, 676, 1053]
classified-ad: Ἐνοικιάζεται τὸ ἐπὶ τῆς ὁδοῦ Αἰόλου ἀριθ. 13 μαγαζεῖον μετὰ τοῦ ὑπογείου. Πληροφορίαι παρὰ τῷ κ. Μελίσσῃ καὶ Ζαχαράτῳ. [265, 1164, 500, 1217]
divider [510, 1238, 745, 1239]
divider [755, 470, 1240, 471]
article-text: Τὰ ἕτερα δύο καταδρομικὰ «Γρομομπόϊ» καὶ «Ῥωσία» ὑπέστησαν σοβαρὰς βλάβας, ἀλλ' ἠδυνήθησαν νὰ διαφύγωσιν τὴν καταδίωξιν τῶν Ἰαπώνων διευθυνόμενα πρὸς βορρᾶν. [755, 669, 988, 737]
column-1 [10, 137, 255, 2308]
article-text: Εἰς τὸ κατάστημα τοῦ Τζοάνου ὁδὸς Σταδίου 66 πωλοῦνται τὰ ἐξαίρετα ὠντόφωνα καὶ δίσκοι αὐτῶν μὲ ἑλληνικὰ, εὐρωπαϊκὰ τραγούδια καὶ μουσικὰ τεμάχια πλῆρες τῶν ὀπερῶν. [265, 1322, 500, 1390]
section-subheading-text: ΠΑΡΑΠΟΝΩΝ [588, 279, 682, 294]
page-number: 3 [1411, 88, 1427, 113]
article-text: Ὁ ὑπουργὸς τῶν Οἰκονομικῶν κ. Σιμόπουλος ἀπέστειλε χθὲς εἰς τὴν Ἐθνικὴν Τράπεζαν διαταγὴν ὅπως τὰ ἐν τῷ Ταμείῳ τῆς Ἐθνικῆς Ἀμύνης κατατεθειμένα ποσὰ τεθῶσιν εἰς τὴν διάθεσιν τῆς Ἐπιτροπῆς τοῦ Ἐθνικοῦ Στόλου διὰ τὴν ἀγορὰν νέων πολεμικῶν. Ἡ ἀπόφασις αὕτη ἐλήφθη κατόπιν συσκέψεως μετὰ τοῦ Πρωθυπουργοῦ. [755, 1386, 988, 1509]
divider [510, 249, 745, 250]
article-text: ΠΩΛΕΙΤΑΙ χάρτης παλαιὸς ἐφημερίδος μὲ τὴν ὀκᾶν. Πληροφορίαι παρ' ἡμῖν. [510, 1377, 745, 1423]
article-text: Ζητεῖται Μοδίστα ἀπαιτεῖται νὰ γνωρίζῃ καλῶς τὴν ἐργασίαν της ἐν ἀγγλικῷ ῥαφείῳ. Πληροφορίαι ἐν τῷ γραφείῳ ἡμῶν. [265, 1404, 500, 1458]
section-heading: ΕΝΟΙΚΙΑΖΕΤΑΙ [265, 846, 419, 869]
article-signature: Δ. ΚΑΡΑΧΑΛΙΟΣ [1150, 548, 1240, 561]
section-subheading: ΕΠΙΣΗΜΑ ΤΗΛΕΓΡΑΦΗΜΑΤΑ [1336, 569, 1472, 579]
section-heading: ΣΥΜΠΛΗΡΩΜΑΤΙΚΑΙ ΠΛΗΡΟΦΟΡΙΑΙ ΤΟΥ ΑΛΕΞΙΕΦ [1270, 798, 1538, 809]
article-text: Ὁ κυβερνήτης τοῦ πλοίου ἐπιχειρήσας νὰ ἀντισταθῇ ἐτραυματίσθη, τὸ δὲ πλήρωμα ἐρρίφθη εἰς τὴν θάλασσαν. Ἡ Ῥωσικὴ κυβέρνησις διαμαρτύρεται ἐντόνως διὰ τὴν παραβίασιν τῆς οὐδετερότητος τῆς Κίνας. [1250, 717, 1558, 784]
divider [755, 1223, 987, 1224]
article-note: (Ἡ Διεύθυνσις) [588, 470, 666, 480]
article-text: Χθὲς τὸ ὑπουργεῖον τῶν Ἐξωτερικῶν ἀνεκοίνωσε τὸ ἑξῆς τηλεγράφημα, ὅπερ ἀπεστάλη πρὸς τὴν ἐνταῦθα Ῥωσικὴν πρεσβείαν ἐκ Πετρουπόλεως. Ὁ ναύαρχος Ῥοζεστβένσκυ τηλεγραφεῖ ὅτι τὴν 29 Ἰουλίου ἀφικόμενον εἰς Τσεφοῦ τὸ καταδρομικὸν «Ῥεσιτέλνυ» ἀφωπλίσθη κατ' ἀξίωσιν τῶν Κινεζικῶν ἀρχῶν, συμφώνως πρὸς τοὺς κανονισμοὺς τῆς οὐδετερότητος. Ἀλλ' ὁλίγας ὥρας μετὰ ταῦτα τὰ Ἰαπωνικὰ ἀντιτορπιλλικὰ εἰσελθόντα εἰς τὸν λιμένα ἀπέσπασαν τὸ πλοῖον. [1250, 579, 1558, 716]
shop-address: 66—ΟΔΟΣ ΣΤΑΔΙΟΥ—66 [556, 1150, 699, 1164]
section-heading: Η ΤΗΛΕΓΡΑΦΙΚΗ ΣΥΓΚΟΙΝΩΝΙΑ [777, 1150, 964, 1163]
article-text: προγόνων, ὑπέρζων ἀμέτρητα ταῦτα οἱ μόνοι διὰ μέσου τῶν αἰώνων τηλαυγεῖς ἰδεασμοὶ καὶ ἐλπίδες τοῦ Ἑλληνισμοῦ. Εἰς τὸ Ταμεῖον τῆς Ἐθνικῆς Ἀμύνης καὶ τὸ Ταμεῖον τοῦ Ἐθνικοῦ Στόλου ἀποστέλλονται ὅσα ποσὰ συγκεντροῦνται. Τὸ Ταμεῖον τῆς ὑπὸ τὴν προεδρίαν τοῦ Ἀρχιεπισκόπου Ἐπιτροπῆς συνεστήθη ἤδη ἀπὸ τοῦ 1899 καὶ τὴν 6 Δεκεμβρίου 1903 ἤρξατο ἀποστέλλον τὰ ποσὰ εἰς τὴν Ἐθνικὴν Τράπεζαν. Τὰ ποσὰ ταῦτα ἀνέρχονται ἤδη εἰς πλέον τῶν ἑκατὸν χιλιάδων δραχμῶν, δι' ὧν θὰ ἀγορασθῇ νέον πολεμικὸν. [265, 137, 500, 328]
section-heading: Η ΕΠΙΣΚΕΨΙΣ ΤΟΥ ΜΟΥΣΕΙΟΥ ΥΠΟ ΤΩΝ ΜΗΧΑΝΙΚΩΝ [1018, 1281, 1229, 1303]
article-text: Εὐχαριστοῦντες, παρακαλῶ, ἐξ ὅλης μου τῆς καρδίας τοὺς ἐν Σύλλῳ τοῦ Καυκάσου καὶ ἀλλαχοῦ Ἕλληνας, οἵτινες διὰ τῆς προθύμου συνδρομῆς των ἐδειξαν ὅτι ἡ ἀγάπη πρὸς τὴν πατρίδα δὲν ἔσβησεν εἰς τὰς καρδίας των. Ἐκ τοῦ ποσοῦ τῶν χρ. 1832 θὰ ἀγορασθῇ μέρος τοῦ ὑλικοῦ. [265, 329, 500, 438]
section-heading: ΤΙ ΑΠΕΦΑΝΘΗΣΑΝ [1020, 878, 1227, 933]
